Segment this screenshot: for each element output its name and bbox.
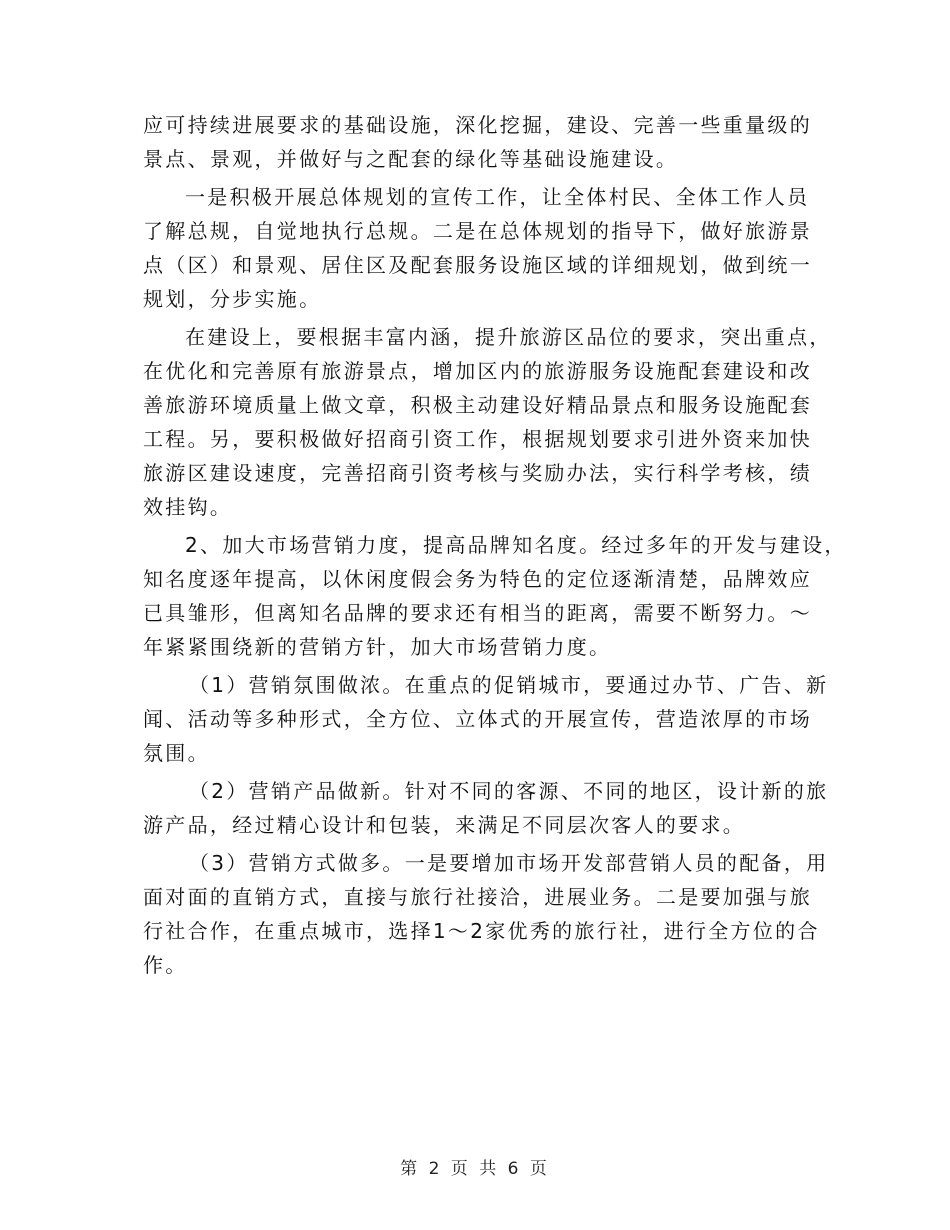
paragraph-7 xyxy=(143,846,829,982)
text-line: 善旅游环境质量上做文章，积极主动建设好精品景点和服务设施配套 xyxy=(143,393,812,417)
paragraph-3 xyxy=(143,320,832,524)
text-line: 一是积极开展总体规划的宣传工作，让全体村民、全体工作人员 xyxy=(185,185,810,209)
text-line: 面对面的直销方式，直接与旅行社接洽，进展业务。二是要加强与旅 xyxy=(143,885,812,909)
text-line: 氛围。 xyxy=(143,741,210,765)
text-line: 已具雏形，但离知名品牌的要求还有相当的距离，需要不断努力。～ xyxy=(143,601,812,625)
text-line: 作。 xyxy=(143,953,188,977)
text-line: （2）营销产品做新。针对不同的客源、不同的地区，设计新的旅 xyxy=(189,779,829,803)
paragraph-2 xyxy=(143,180,823,316)
text-line: 点（区）和景观、居住区及配套服务设施区域的详细规划，做到统一 xyxy=(143,253,812,277)
text-line: 闻、活动等多种形式，全方位、立体式的开展宣传，营造浓厚的市场 xyxy=(143,707,812,731)
paragraph-5 xyxy=(143,668,829,770)
text-line: 游产品，经过精心设计和包装，来满足不同层次客人的要求。 xyxy=(143,813,746,837)
text-line: 2、加大市场营销力度，提高品牌知名度。经过多年的开发与建设， xyxy=(185,533,847,557)
text-line: 景点、景观，并做好与之配套的绿化等基础设施建设。 xyxy=(143,147,679,171)
document-body xyxy=(143,108,847,986)
text-line: 应可持续进展要求的基础设施，深化挖掘，建设、完善一些重量级的 xyxy=(143,113,812,137)
text-line: 了解总规，自觉地执行总规。二是在总体规划的指导下，做好旅游景 xyxy=(143,219,812,243)
text-line: 年紧紧围绕新的营销方针，加大市场营销力度。 xyxy=(143,635,612,659)
text-line: （3）营销方式做多。一是要增加市场开发部营销人员的配备，用 xyxy=(189,851,829,875)
paragraph-1 xyxy=(143,108,823,176)
text-line: 工程。另，要积极做好招商引资工作，根据规划要求引进外资来加快 xyxy=(143,427,812,451)
text-line: 在优化和完善原有旅游景点，增加区内的旅游服务设施配套建设和改 xyxy=(143,359,812,383)
text-line: 旅游区建设速度，完善招商引资考核与奖励办法，实行科学考核，绩 xyxy=(143,461,812,485)
text-line: 规划，分步实施。 xyxy=(143,287,322,311)
paragraph-6 xyxy=(143,774,829,842)
paragraph-4 xyxy=(143,528,847,664)
text-line: 在建设上，要根据丰富内涵，提升旅游区品位的要求，突出重点， xyxy=(185,325,832,349)
text-line: 知名度逐年提高，以休闲度假会务为特色的定位逐渐清楚，品牌效应 xyxy=(143,567,812,591)
text-line: （1）营销氛围做浓。在重点的促销城市，要通过办节、广告、新 xyxy=(189,673,829,697)
text-line: 行社合作，在重点城市，选择1～2家优秀的旅行社，进行全方位的合 xyxy=(143,919,820,943)
text-line: 效挂钩。 xyxy=(143,495,233,519)
page-number-footer: 第 2 页 共 6 页 xyxy=(400,1159,550,1179)
